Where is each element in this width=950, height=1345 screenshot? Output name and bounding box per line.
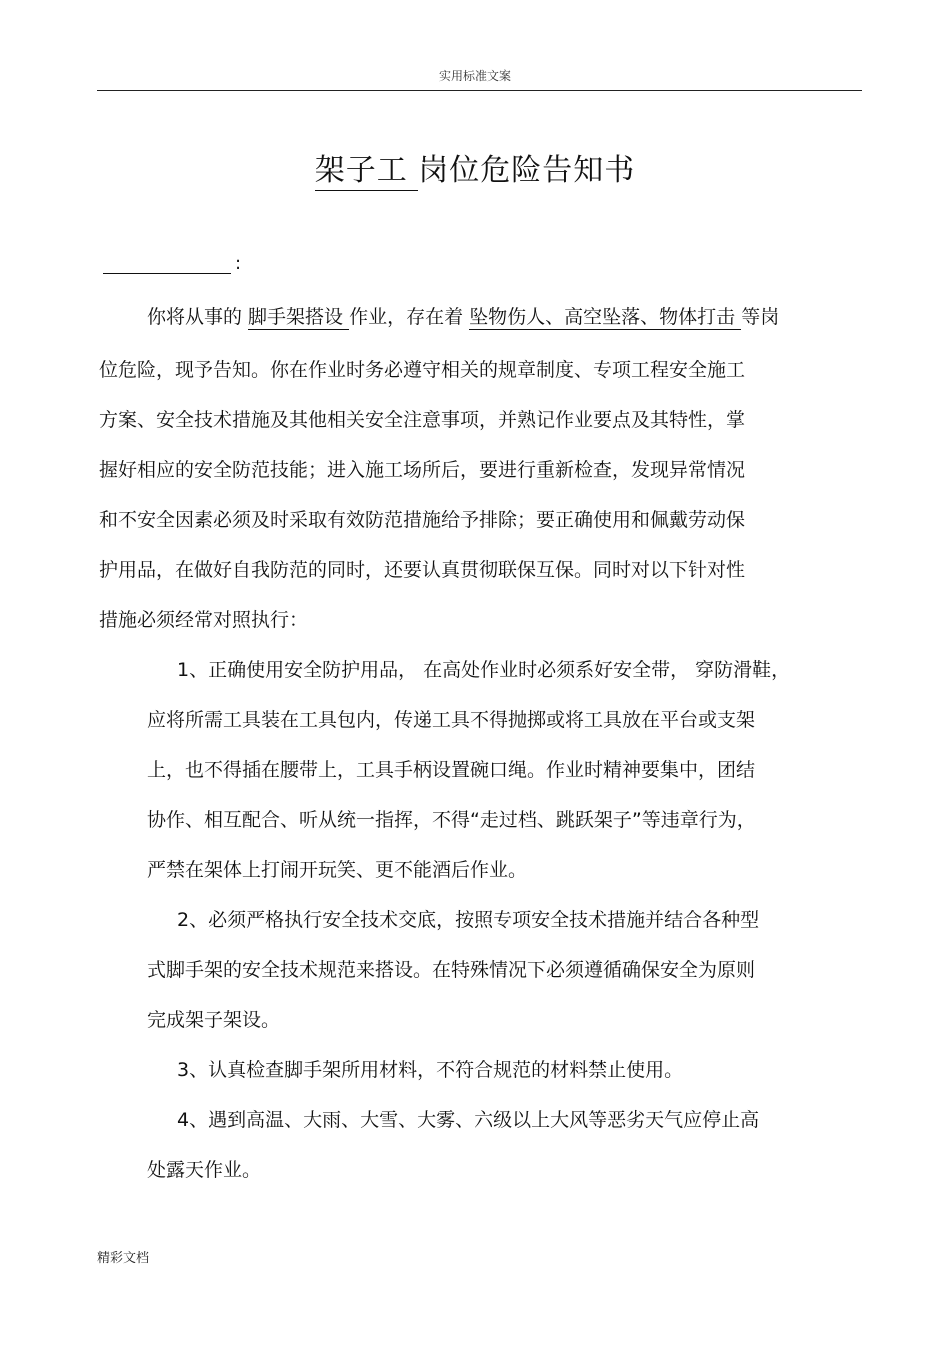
page-footer: 精彩文档 [97, 1251, 150, 1266]
title-rest: 岗位危险告知书 [418, 153, 636, 188]
header-divider [97, 90, 862, 91]
document-title [0, 145, 950, 189]
intro-text: 作业，存在着 [349, 306, 470, 328]
intro-line-5: 和不安全因素必须及时采取有效防范措施给予排除；要正确使用和佩戴劳动保 [99, 509, 746, 531]
item-1-line-5: 严禁在架体上打闹开玩笑、更不能酒后作业。 [147, 859, 528, 881]
item-3-line-1: 3、认真检查脚手架所用材料，不符合规范的材料禁止使用。 [177, 1059, 684, 1081]
intro-line-1 [147, 302, 779, 329]
intro-text: 等岗 [741, 306, 780, 328]
item-2-line-3: 完成架子架设。 [147, 1009, 281, 1031]
page-header: 实用标准文案 [438, 69, 511, 83]
addressee-line [103, 253, 241, 274]
item-4-line-2: 处露天作业。 [147, 1159, 262, 1181]
job-field: 脚手架搭设 [248, 306, 350, 328]
addressee-colon: : [235, 253, 242, 274]
item-1-line-4: 协作、相互配合、听从统一指挥，不得“走过档、跳跃架子”等违章行为， [147, 809, 756, 831]
intro-line-7: 措施必须经常对照执行： [99, 609, 309, 631]
item-4-line-1: 4、遇到高温、大雨、大雪、大雾、六级以上大风等恶劣天气应停止高 [177, 1109, 760, 1131]
addressee-blank [103, 253, 231, 274]
intro-line-4: 握好相应的安全防范技能；进入施工场所后，要进行重新检查，发现异常情况 [99, 459, 746, 481]
intro-line-6: 护用品，在做好自我防范的同时，还要认真贯彻联保互保。同时对以下针对性 [99, 559, 746, 581]
item-2-line-2: 式脚手架的安全技术规范来搭设。在特殊情况下必须遵循确保安全为原则 [147, 959, 756, 981]
item-2-line-1: 2、必须严格执行安全技术交底，按照专项安全技术措施并结合各种型 [177, 909, 760, 931]
item-1-line-1: 1、正确使用安全防护用品， 在高处作业时必须系好安全带， 穿防滑鞋， [177, 659, 791, 681]
title-job-name: 架子工 [315, 153, 419, 191]
hazards-field: 坠物伤人、高空坠落、物体打击 [469, 306, 742, 328]
item-1-line-2: 应将所需工具装在工具包内，传递工具不得抛掷或将工具放在平台或支架 [147, 709, 756, 731]
intro-line-2: 位危险，现予告知。你在作业时务必遵守相关的规章制度、专项工程安全施工 [99, 359, 746, 381]
item-1-line-3: 上，也不得插在腰带上，工具手柄设置碗口绳。作业时精神要集中，团结 [147, 759, 756, 781]
intro-line-3: 方案、安全技术措施及其他相关安全注意事项，并熟记作业要点及其特性，掌 [99, 409, 746, 431]
intro-text: 你将从事的 [147, 306, 249, 328]
